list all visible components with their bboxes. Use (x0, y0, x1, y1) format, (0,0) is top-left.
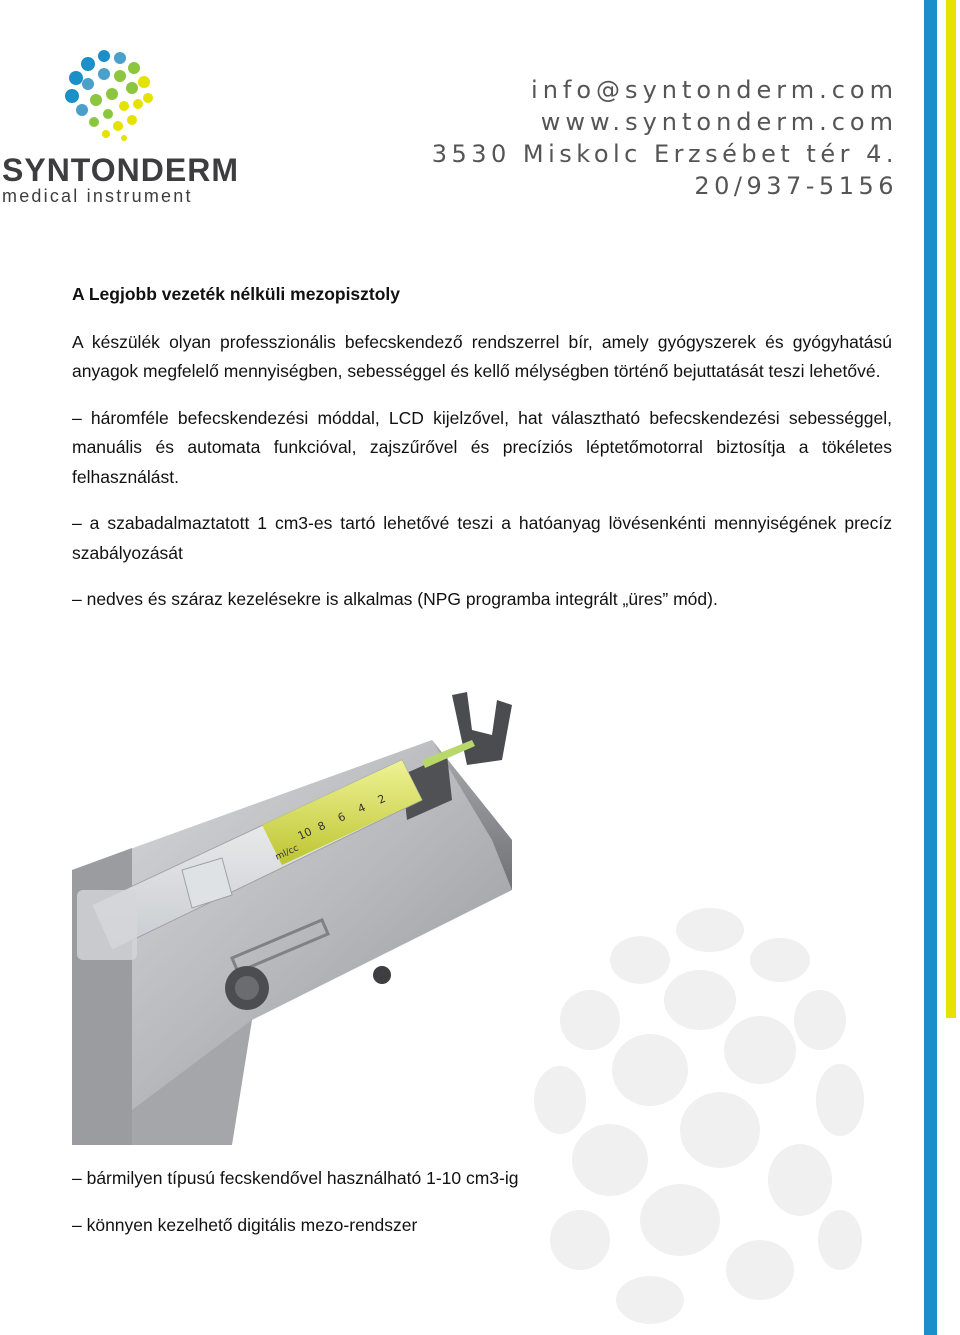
brand-tagline: medical instrument (2, 186, 193, 206)
yellow-side-bar (946, 0, 956, 1018)
dots-sphere-watermark (520, 900, 910, 1330)
syringe-scale-8: 8 (315, 818, 328, 834)
contact-phone: 20/937-5156 (694, 172, 898, 200)
contact-address: 3530 Miskolc Erzsébet tér 4. (431, 140, 898, 168)
mesotherapy-gun-image (72, 690, 512, 1145)
syringe-scale-unit: ml/cc (274, 843, 301, 863)
brand-name: SYNTONDERM (2, 152, 239, 188)
brand-logo (0, 40, 239, 210)
syringe-scale-2: 2 (375, 791, 388, 807)
feature-bullet-2: – a szabadalmaztatott 1 cm3-es tartó lehetővé teszi a hatóanyag lövésenkénti mennyiségének precíz szabályozását (72, 513, 892, 563)
bottom-bullet-2: – könnyen kezelhető digitális mezo-rendszer (72, 1214, 418, 1235)
intro-paragraph: A készülék olyan professzionális befecskendező rendszerrel bír, amely gyógyszerek és gyógyhatású anyagok megfelelő mennyiségben, sebességgel és kellő mélységben történő bejuttatását teszi lehetővé. (72, 331, 892, 381)
document-title: A Legjobb vezeték nélküli mezopisztoly (72, 284, 401, 304)
contact-email[interactable]: info@syntonderm.com (531, 76, 898, 104)
syringe-scale-10: 10 (295, 825, 314, 843)
syringe-scale-6: 6 (335, 809, 348, 825)
blue-side-bar (924, 0, 937, 1335)
contact-block (432, 74, 898, 202)
bottom-bullets (72, 1164, 892, 1257)
feature-bullet-1: – háromféle befecskendezési móddal, LCD kijelzővel, hat választható befecskendezési sebességgel, manuális és automata funkcióval, zajszűrővel és precíziós léptetőmotorral biztosítja a tökéletes felhasználást. (72, 407, 892, 487)
bottom-bullet-1: – bármilyen típusú fecskendővel használható 1-10 cm3-ig (72, 1168, 519, 1188)
feature-bullet-3: – nedves és száraz kezelésekre is alkalmas (NPG programba integrált „üres” mód). (72, 589, 718, 609)
syringe-scale-4: 4 (355, 800, 368, 816)
document-body (72, 280, 892, 632)
mesotherapy-gun-icon (72, 690, 512, 1145)
dots-sphere-icon (58, 48, 158, 148)
contact-website[interactable]: www.syntonderm.com (540, 108, 898, 136)
